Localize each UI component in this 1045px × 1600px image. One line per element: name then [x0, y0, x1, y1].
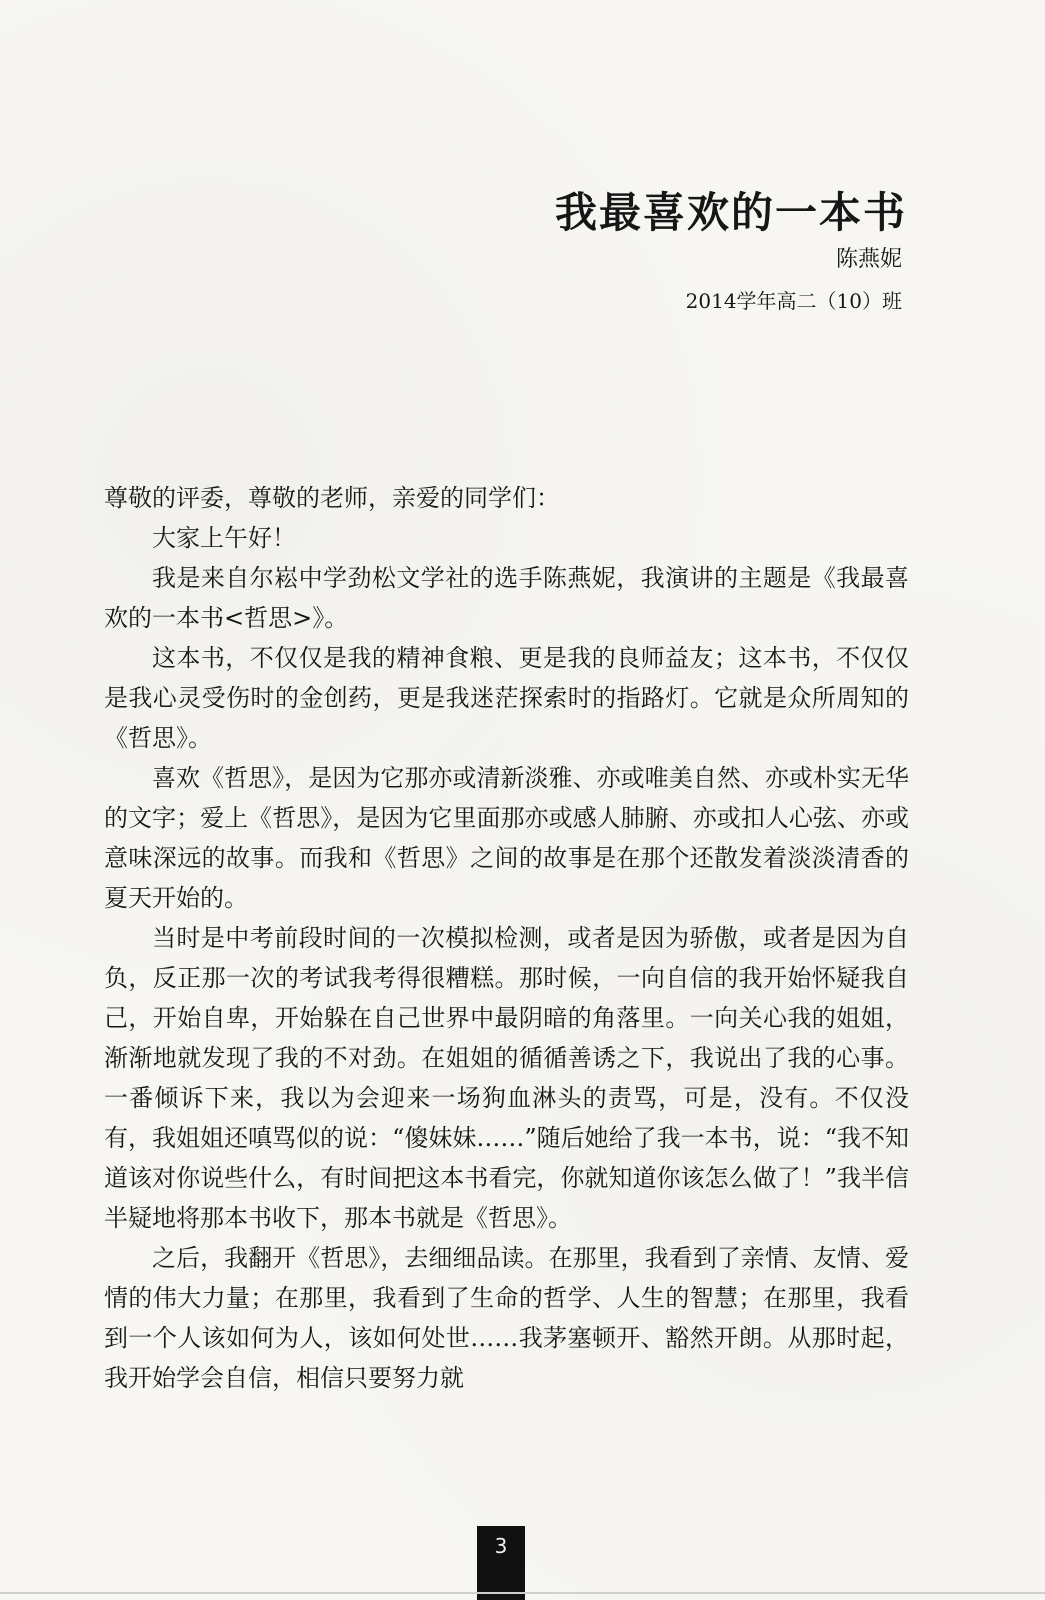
paragraph-why-like: 喜欢《哲思》，是因为它那亦或清新淡雅、亦或唯美自然、亦或朴实无华的文字；爱上《哲思》，是因为它里面那亦或感人肺腑、亦或扣人心弦、亦或意味深远的故事。而我和《哲思》之间的故事是在那个还散发着淡淡清香的夏天开始的。 — [104, 764, 909, 912]
paragraph-book-meaning: 这本书，不仅仅是我的精神食粮、更是我的良师益友；这本书，不仅仅是我心灵受伤时的金创药，更是我迷茫探索时的指路灯。它就是众所周知的《哲思》。 — [104, 644, 909, 752]
scan-edge-line — [0, 1592, 1045, 1594]
page-number: 3 — [477, 1526, 525, 1600]
class-info: 2014学年高二（10）班 — [685, 289, 902, 313]
page-title: 我最喜欢的一本书 — [554, 188, 907, 237]
paragraph-story: 当时是中考前段时间的一次模拟检测，或者是因为骄傲，或者是因为自负，反正那一次的考试我考得很糟糕。那时候，一向自信的我开始怀疑我自己，开始自卑，开始躲在自己世界中最阴暗的角落里。一向关心我的姐姐，渐渐地就发现了我的不对劲。在姐姐的循循善诱之下，我说出了我的心事。一番倾诉下来，我以为会迎来一场狗血淋头的责骂，可是，没有。不仅没有，我姐姐还嗔骂似的说：“傻妹妹……”随后她给了我一本书，说：“我不知道该对你说些什么，有时间把这本书看完，你就知道你该怎么做了！”我半信半疑地将那本书收下，那本书就是《哲思》。 — [104, 924, 909, 1232]
paragraph-greeting: 大家上午好！ — [152, 524, 296, 552]
article-body — [104, 478, 909, 1398]
paragraph-after: 之后，我翻开《哲思》，去细细品读。在那里，我看到了亲情、友情、爱情的伟大力量；在那里，我看到了生命的哲学、人生的智慧；在那里，我看到一个人该如何为人，该如何处世……我茅塞顿开、豁然开朗。从那时起，我开始学会自信，相信只要努力就 — [104, 1244, 909, 1392]
paragraph-intro: 我是来自尔崧中学劲松文学社的选手陈燕妮，我演讲的主题是《我最喜欢的一本书<哲思>》。 — [104, 564, 909, 632]
salutation: 尊敬的评委，尊敬的老师，亲爱的同学们： — [104, 484, 560, 512]
author-name: 陈燕妮 — [835, 247, 902, 272]
